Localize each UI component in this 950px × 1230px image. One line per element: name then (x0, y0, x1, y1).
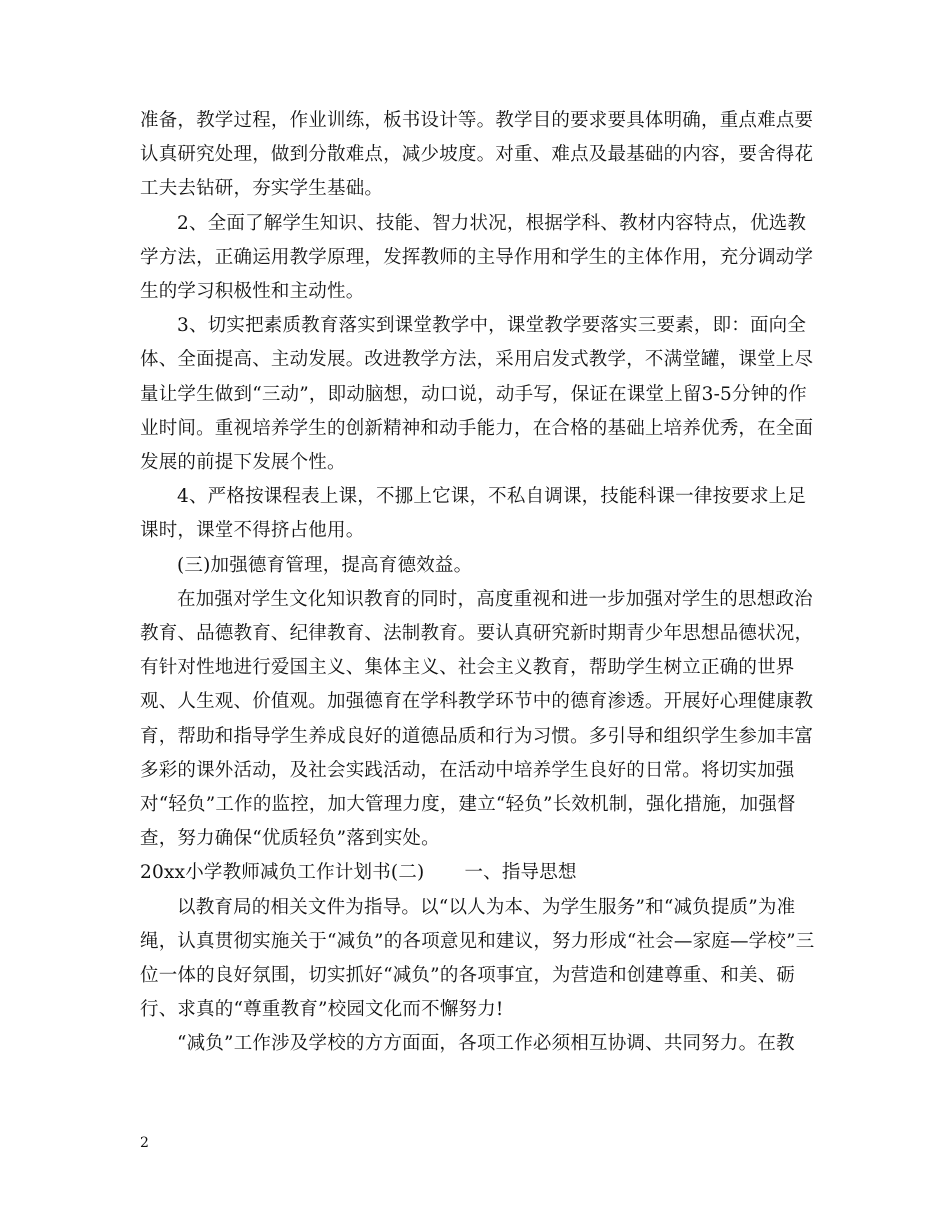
section-title-line (140, 856, 816, 890)
paragraph-item-4: 4、严格按课程表上课，不挪上它课，不私自调课，技能科课一律按要求上足课时，课堂不得挤占他用。 (140, 486, 807, 542)
subheading-moral-education: (三)加强德育管理，提高育德效益。 (177, 554, 473, 576)
section-title: 20xx小学教师减负工作计划书(二) (140, 862, 425, 884)
paragraph-item-2: 2、全面了解学生知识、技能、智力状况，根据学科、教材内容特点，优选教学方法，正确运用教学原理，发挥教师的主导作用和学生的主体作用，充分调动学生的学习积极性和主动性。 (140, 212, 814, 303)
section-heading: 一、指导思想 (464, 862, 577, 884)
page-number: 2 (140, 1135, 149, 1151)
document-body (140, 104, 816, 1062)
paragraph-continued: 准备，教学过程，作业训练，板书设计等。教学目的要求要具体明确，重点难点要认真研究处理，做到分散难点，减少坡度。对重、难点及最基础的内容，要舍得花工夫去钻研，夯实学生基础。 (140, 110, 814, 200)
paragraph-moral-education: 在加强对学生文化知识教育的同时，高度重视和进一步加强对学生的思想政治教育、品德教育、纪律教育、法制教育。要认真研究新时期青少年思想品德状况，有针对性地进行爱国主义、集体主义、社会主义教育，帮助学生树立正确的世界观、人生观、价值观。加强德育在学科教学环节中的德育渗透。开展好心理健康教育，帮助和指导学生养成良好的道德品质和行为习惯。多引导和组织学生参加丰富多彩的课外活动，及社会实践活动，在活动中培养学生良好的日常。将切实加强对“轻负”工作的监控，加大管理力度，建立“轻负”长效机制，强化措施，加强督查，努力确保“优质轻负”落到实处。 (140, 588, 814, 850)
paragraph-guiding-ideology: 以教育局的相关文件为指导。以“以人为本、为学生服务”和“减负提质”为准绳，认真贯彻实施关于“减负”的各项意见和建议，努力形成“社会—家庭—学校”三位一体的良好氛围，切实抓好“减负”的各项事宜，为营造和创建尊重、和美、砺行、求真的“尊重教育”校园文化而不懈努力! (140, 896, 815, 1021)
paragraph-last: “减负”工作涉及学校的方方面面，各项工作必须相互协调、共同努力。在教 (177, 1033, 795, 1055)
paragraph-item-3: 3、切实把素质教育落实到课堂教学中，课堂教学要落实三要素，即：面向全体、全面提高、主动发展。改进教学方法，采用启发式教学，不满堂罐，课堂上尽量让学生做到“三动”，即动脑想，动口说，动手写，保证在课堂上留3-5分钟的作业时间。重视培养学生的创新精神和动手能力，在合格的基础上培养优秀，在全面发展的前提下发展个性。 (140, 315, 814, 474)
